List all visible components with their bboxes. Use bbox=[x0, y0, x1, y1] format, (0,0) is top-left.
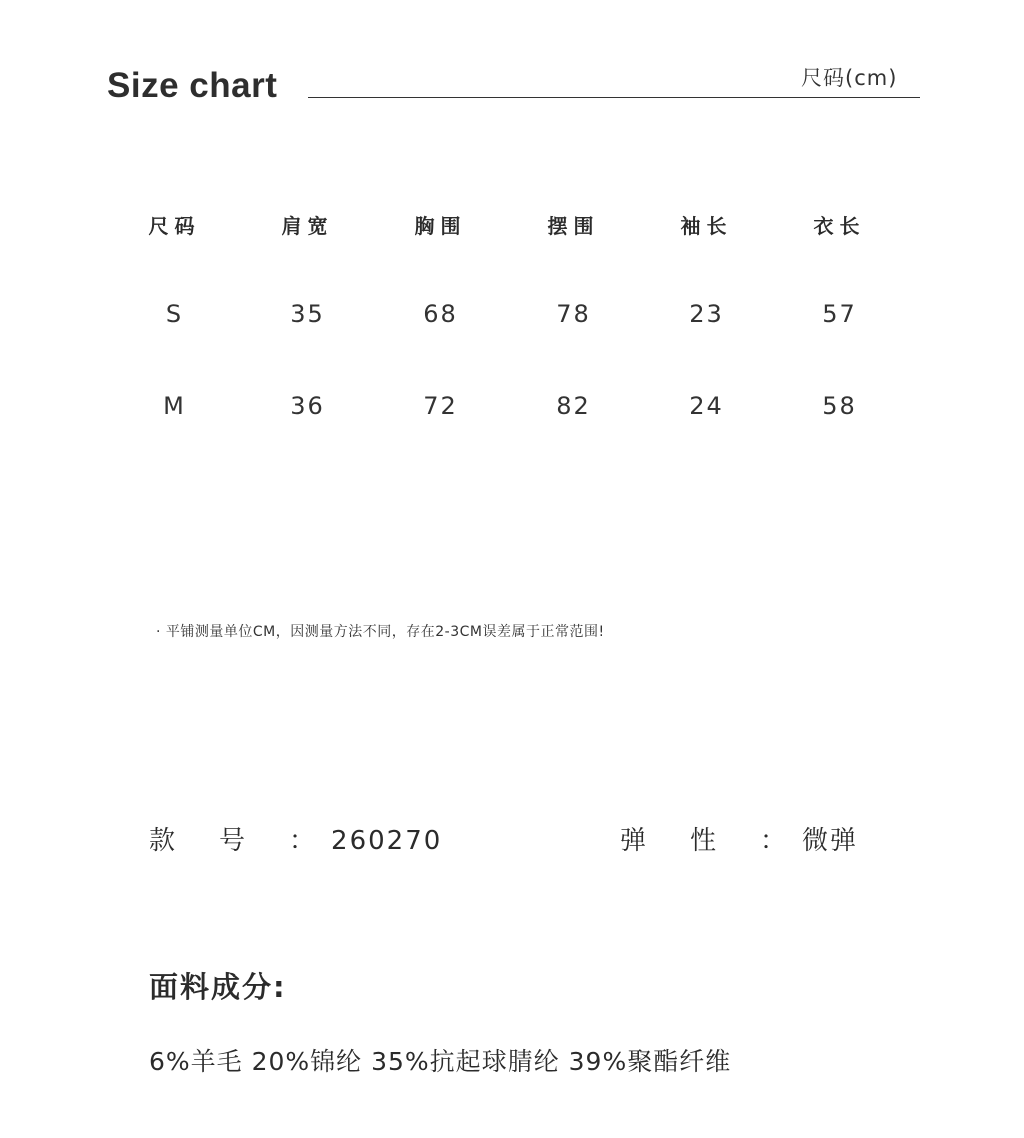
table-cell: 72 bbox=[423, 392, 458, 420]
table-cell: 36 bbox=[290, 392, 325, 420]
table-row bbox=[108, 360, 906, 452]
fabric-title: 面料成分: bbox=[149, 970, 287, 1004]
elasticity-label: 弹性 bbox=[620, 826, 761, 856]
table-cell: 35 bbox=[290, 300, 325, 328]
column-header-shoulder: 肩宽 bbox=[281, 213, 334, 238]
table-cell: 58 bbox=[822, 392, 857, 420]
style-number-value: 260270 bbox=[331, 826, 443, 856]
fabric-composition: 6%羊毛 20%锦纶 35%抗起球腈纶 39%聚酯纤维 bbox=[149, 1047, 732, 1076]
table-cell: 24 bbox=[689, 392, 724, 420]
table-cell: 57 bbox=[822, 300, 857, 328]
column-header-length: 衣长 bbox=[813, 213, 866, 238]
title-divider bbox=[308, 97, 920, 98]
size-table bbox=[108, 180, 906, 452]
measurement-note: · 平铺测量单位CM，因测量方法不同，存在2-3CM误差属于正常范围! bbox=[156, 624, 605, 640]
style-number-label: 款号 bbox=[149, 826, 290, 856]
column-header-chest: 胸围 bbox=[414, 213, 467, 238]
column-header-size: 尺码 bbox=[148, 213, 201, 238]
table-cell: 82 bbox=[556, 392, 591, 420]
column-header-sleeve: 袖长 bbox=[680, 213, 733, 238]
table-header-row bbox=[108, 180, 906, 268]
elasticity bbox=[620, 820, 858, 857]
elasticity-colon: ： bbox=[760, 826, 789, 856]
elasticity-value: 微弹 bbox=[802, 826, 859, 856]
table-cell: 68 bbox=[423, 300, 458, 328]
style-number bbox=[149, 820, 442, 857]
table-cell: 78 bbox=[556, 300, 591, 328]
page-title: Size chart bbox=[107, 66, 278, 105]
column-header-hem: 摆围 bbox=[547, 213, 600, 238]
table-cell: S bbox=[165, 300, 184, 328]
unit-label: 尺码(cm) bbox=[801, 66, 898, 90]
table-cell: M bbox=[163, 392, 186, 420]
style-number-colon: ： bbox=[289, 826, 318, 856]
table-row bbox=[108, 268, 906, 360]
table-cell: 23 bbox=[689, 300, 724, 328]
